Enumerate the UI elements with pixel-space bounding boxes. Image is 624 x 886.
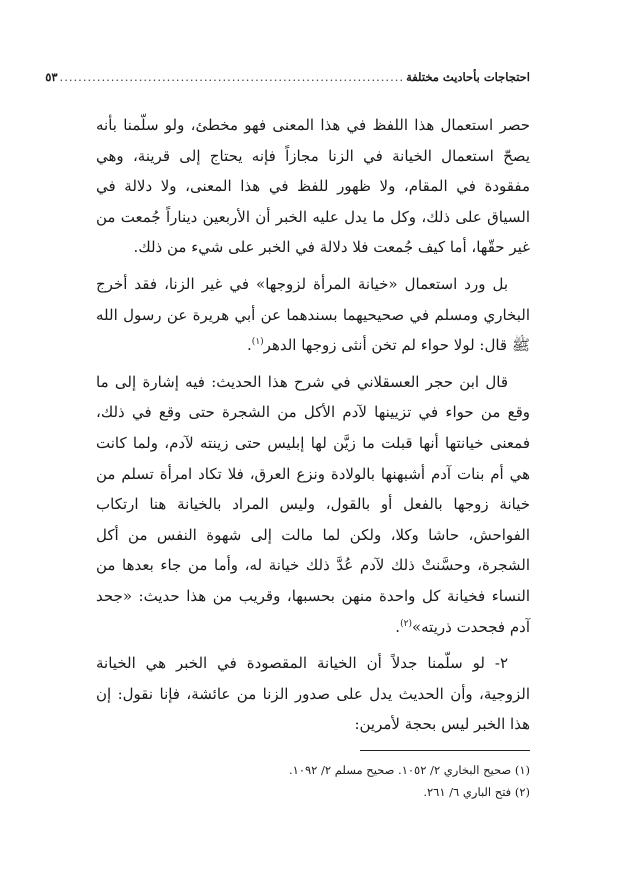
page-number: ٥٣ — [45, 70, 58, 84]
paragraph — [96, 110, 530, 263]
paragraph — [96, 269, 530, 361]
paragraph — [96, 648, 530, 740]
footnotes — [96, 759, 530, 803]
paragraph-text: قال ابن حجر العسقلاني في شرح هذا الحديث: فيه إشارة إلى ما وقع من حواء في تزيينها لآدم الأكل من الشجرة حتى وقع في ذلك، فمعنى خيانتها أنها قبلت ما زيَّن لها إبليس حتى زينته لآدم، ولما كانت هي أم بنات آدم أشبهنها بالولادة ونزع العرق، فلا تكاد امرأة تسلم من خيانة زوجها بالفعل أو بالقول، وليس المراد بالخيانة هنا ارتكاب الفواحش، حاشا وكلا، ولكن لما مالت إلى شهوة النفس من أكل الشجرة، وحسَّنتْ ذلك لآدم عُدَّ ذلك خيانة له، وأما من جاء بعدها من النساء فخيانة كل واحدة منهن بحسبها، وقريب من هذا حديث: «جحد آدم فجحدت ذريته» — [96, 372, 530, 636]
paragraph — [96, 367, 530, 642]
header-title: احتجاجات بأحاديث مختلفة — [406, 70, 530, 84]
page — [45, 70, 530, 803]
footnote-ref: (١) — [251, 337, 264, 348]
footnote: (١) صحيح البخاري ٢/ ١٠٥٢. صحيح مسلم ٢/ ١٠٩٢. — [289, 762, 530, 777]
running-header — [45, 70, 530, 100]
body-text — [96, 110, 530, 740]
paragraph-tail: . — [247, 336, 252, 355]
paragraph-text: ٢- لو سلّمنا جدلاً أن الخيانة المقصودة في الخبر هي الخيانة الزوجية، وأن الحديث يدل على صدور الزنا من عائشة، فإنا نقول: إن هذا الخبر ليس بحجة لأمرين: — [96, 654, 530, 734]
footnote-separator — [360, 750, 530, 751]
footnote: (٢) فتح الباري ٦/ ٢٦١. — [423, 784, 530, 799]
footnote-ref: (٢) — [400, 618, 412, 629]
paragraph-tail: . — [395, 617, 401, 636]
header-leader-dots: .......................................................................... — [59, 70, 405, 84]
paragraph-text: بل ورد استعمال «خيانة المرأة لزوجها» في غير الزنا، فقد أخرج البخاري ومسلم في صحيحيهما بسندهما عن أبي هريرة عن رسول الله ﷺ قال: لولا حواء لم تخن أنثى زوجها الدهر — [96, 274, 530, 355]
paragraph-text: حصر استعمال هذا اللفظ في هذا المعنى فهو مخطئ، ولو سلّمنا بأنه يصحّ استعمال الخيانة في الزنا مجازاً فإنه يحتاج إلى قرينة، وهي مفقودة في المقام، ولا ظهور للفظ في هذا المعنى، ولا دلالة في السياق على ذلك، وكل ما يدل عليه الخبر أن الأربعين ديناراً جُمعت من غير حقّها، أما كيف جُمعت فلا دلالة في الخبر على شيء من ذلك. — [96, 116, 530, 257]
